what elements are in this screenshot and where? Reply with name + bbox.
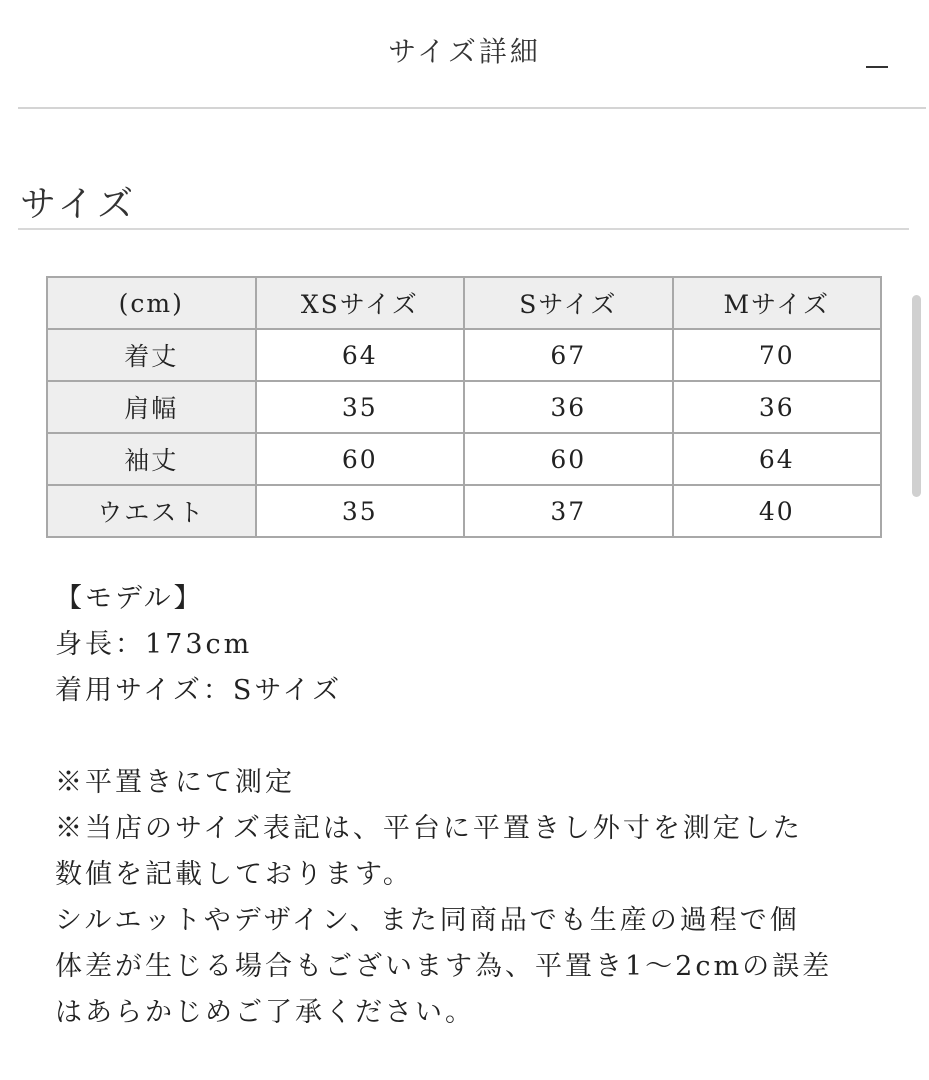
note-line: はあらかじめご了承ください。	[55, 997, 475, 1028]
table-cell: 60	[256, 433, 464, 485]
table-cell: 40	[673, 485, 881, 537]
column-header-xs: XSサイズ	[256, 277, 464, 329]
table-cell: 70	[673, 329, 881, 381]
minus-icon[interactable]	[866, 66, 888, 68]
note-line: シルエットやデザイン、また同商品でも生産の過程で個	[55, 905, 800, 936]
note-line: ※平置きにて測定	[55, 767, 295, 798]
column-header-m: Mサイズ	[673, 277, 881, 329]
row-label: 着丈	[47, 329, 256, 381]
table-cell: 64	[673, 433, 881, 485]
model-size-worn: 着用サイズ：Sサイズ	[55, 675, 343, 706]
size-table	[46, 276, 882, 538]
table-row	[47, 485, 881, 537]
table-row	[47, 433, 881, 485]
table-row	[47, 329, 881, 381]
model-height: 身長：173cm	[55, 629, 253, 660]
note-line: 数値を記載しております。	[55, 859, 413, 890]
table-cell: 67	[464, 329, 672, 381]
notes-block	[55, 576, 905, 1036]
header	[0, 0, 929, 110]
scrollbar[interactable]	[912, 295, 921, 497]
column-header-s: Sサイズ	[464, 277, 672, 329]
spacer	[55, 714, 905, 760]
table-cell: 36	[673, 381, 881, 433]
row-label: 肩幅	[47, 381, 256, 433]
section-divider	[18, 228, 909, 230]
table-cell: 64	[256, 329, 464, 381]
header-divider	[18, 107, 926, 109]
table-cell: 35	[256, 381, 464, 433]
row-label: ウエスト	[47, 485, 256, 537]
page-title: サイズ詳細	[388, 35, 541, 68]
table-row	[47, 381, 881, 433]
model-heading: 【モデル】	[55, 583, 204, 614]
table-cell: 36	[464, 381, 672, 433]
table-cell: 35	[256, 485, 464, 537]
section-title: サイズ	[20, 184, 138, 225]
note-line: 体差が生じる場合もございます為、平置き1〜2cmの誤差	[55, 951, 833, 982]
table-header-row	[47, 277, 881, 329]
table-cell: 60	[464, 433, 672, 485]
column-header-unit: (cm)	[47, 277, 256, 329]
row-label: 袖丈	[47, 433, 256, 485]
note-line: ※当店のサイズ表記は、平台に平置きし外寸を測定した	[55, 813, 803, 844]
table-cell: 37	[464, 485, 672, 537]
